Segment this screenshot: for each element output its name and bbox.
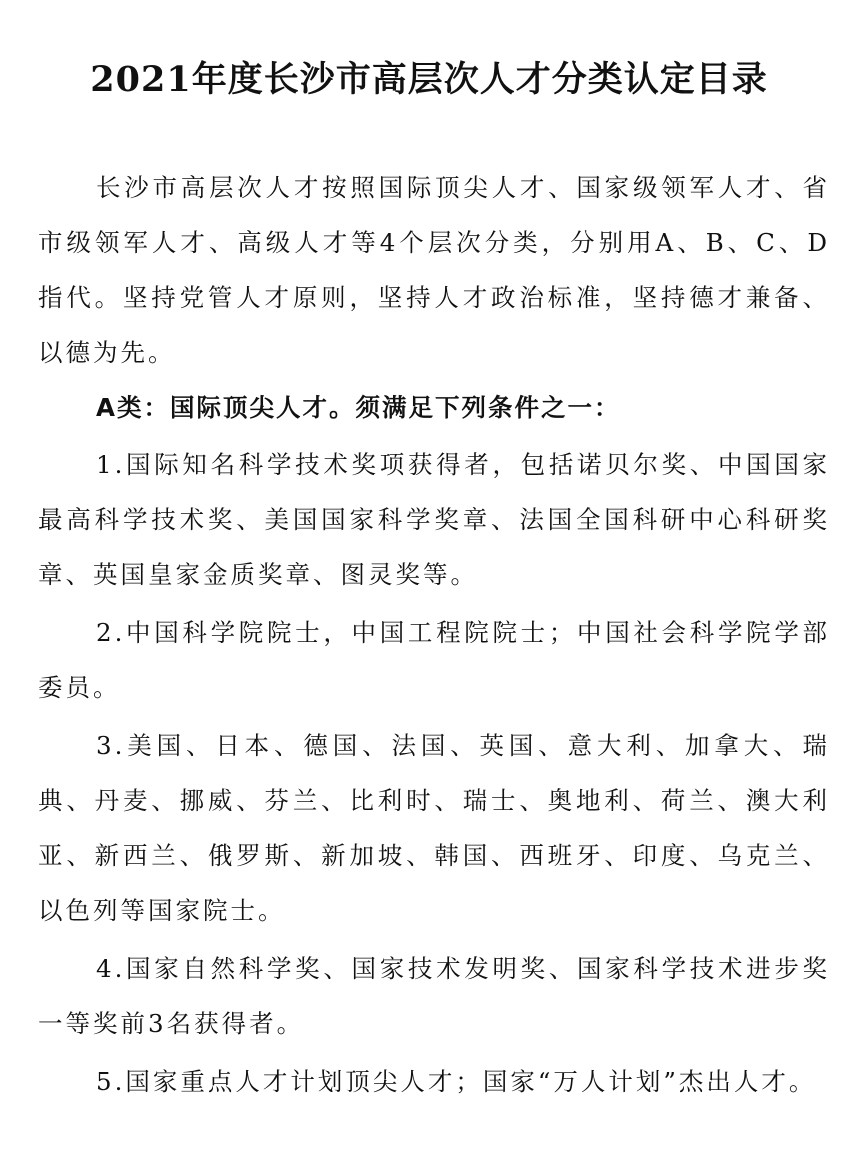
section-a-heading: A类：国际顶尖人才。须满足下列条件之一： (96, 393, 621, 422)
list-item: 2.中国科学院院士，中国工程院院士；中国社会科学院学部委员。 (38, 618, 830, 702)
list-item: 1.国际知名科学技术奖项获得者，包括诺贝尔奖、中国国家最高科学技术奖、美国国家科学奖章、法国全国科研中心科研奖章、英国皇家金质奖章、图灵奖等。 (38, 450, 830, 589)
intro-paragraph: 长沙市高层次人才按照国际顶尖人才、国家级领军人才、省市级领军人才、高级人才等4个层次分类，分别用A、B、C、D指代。坚持党管人才原则，坚持人才政治标准，坚持德才兼备、以德为先。 (38, 173, 830, 367)
page-title: 2021年度长沙市高层次人才分类认定目录 (90, 59, 768, 100)
list-item: 4.国家自然科学奖、国家技术发明奖、国家科学技术进步奖一等奖前3名获得者。 (38, 954, 830, 1038)
list-item: 5.国家重点人才计划顶尖人才；国家“万人计划”杰出人才。 (96, 1067, 817, 1096)
list-item: 3.美国、日本、德国、法国、英国、意大利、加拿大、瑞典、丹麦、挪威、芬兰、比利时、瑞士、奥地利、荷兰、澳大利亚、新西兰、俄罗斯、新加坡、韩国、西班牙、印度、乌克兰、以色列等国家院士。 (38, 731, 830, 925)
document-body (38, 160, 830, 1109)
